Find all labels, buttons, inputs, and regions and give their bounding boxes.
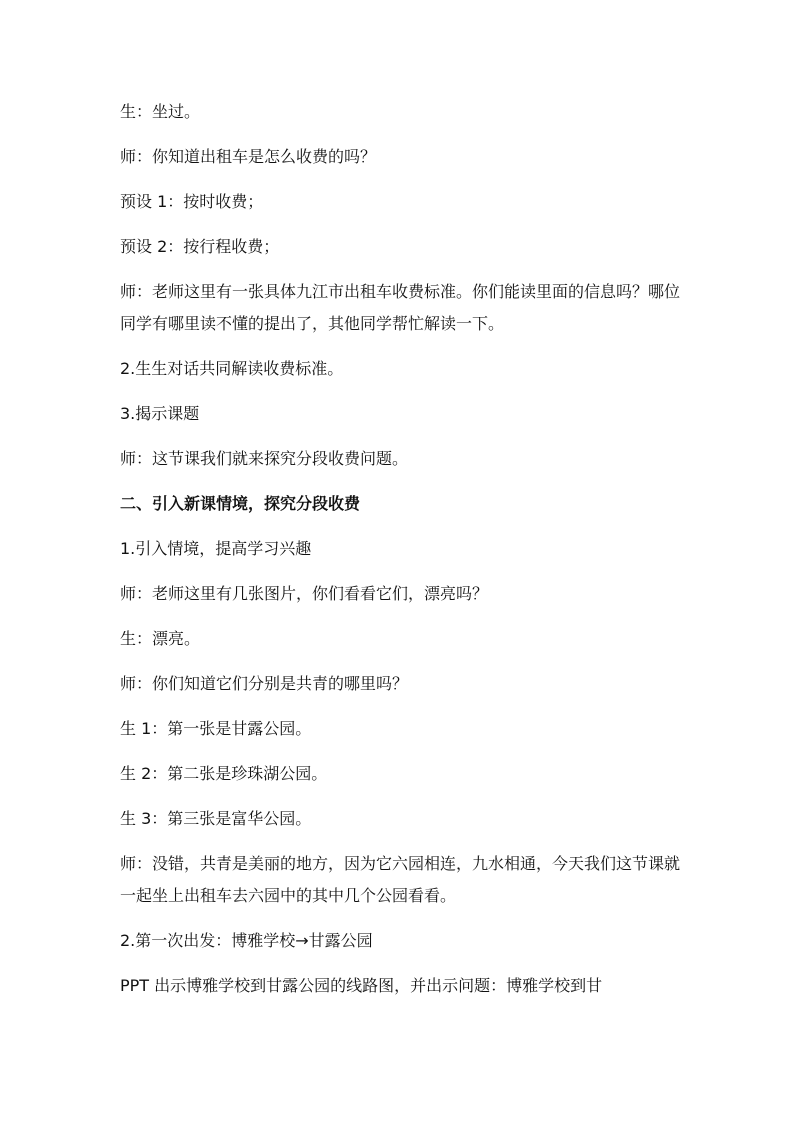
paragraph-13: 师：你们知道它们分别是共青的哪里吗？ xyxy=(120,674,409,693)
paragraph-16: 生 3：第三张是富华公园。 xyxy=(120,809,312,828)
paragraph-5: 师：老师这里有一张具体九江市出租车收费标准。你们能读里面的信息吗？哪位同学有哪里读不懂的提出了，其他同学帮忙解读一下。 xyxy=(120,282,681,333)
paragraph-1: 生：坐过。 xyxy=(120,102,201,121)
paragraph-3: 预设 1：按时收费； xyxy=(120,192,264,211)
paragraph-12: 生：漂亮。 xyxy=(120,629,201,648)
paragraph-10: 1.引入情境，提高学习兴趣 xyxy=(120,539,312,558)
document-body xyxy=(120,96,680,1015)
section-heading: 二、引入新课情境，探究分段收费 xyxy=(120,494,361,513)
paragraph-8: 师：这节课我们就来探究分段收费问题。 xyxy=(120,449,409,468)
paragraph-2: 师：你知道出租车是怎么收费的吗？ xyxy=(120,147,377,166)
paragraph-6: 2.生生对话共同解读收费标准。 xyxy=(120,359,344,378)
paragraph-14: 生 1：第一张是甘露公园。 xyxy=(120,719,312,738)
paragraph-19: PPT 出示博雅学校到甘露公园的线路图，并出示问题：博雅学校到甘 xyxy=(120,976,603,995)
paragraph-7: 3.揭示课题 xyxy=(120,404,200,423)
paragraph-4: 预设 2：按行程收费； xyxy=(120,237,280,256)
paragraph-15: 生 2：第二张是珍珠湖公园。 xyxy=(120,764,328,783)
paragraph-11: 师：老师这里有几张图片，你们看看它们，漂亮吗？ xyxy=(120,584,489,603)
paragraph-18: 2.第一次出发：博雅学校→甘露公园 xyxy=(120,931,373,950)
paragraph-17: 师：没错，共青是美丽的地方，因为它六园相连，九水相通，今天我们这节课就一起坐上出租车去六园中的其中几个公园看看。 xyxy=(120,854,681,905)
